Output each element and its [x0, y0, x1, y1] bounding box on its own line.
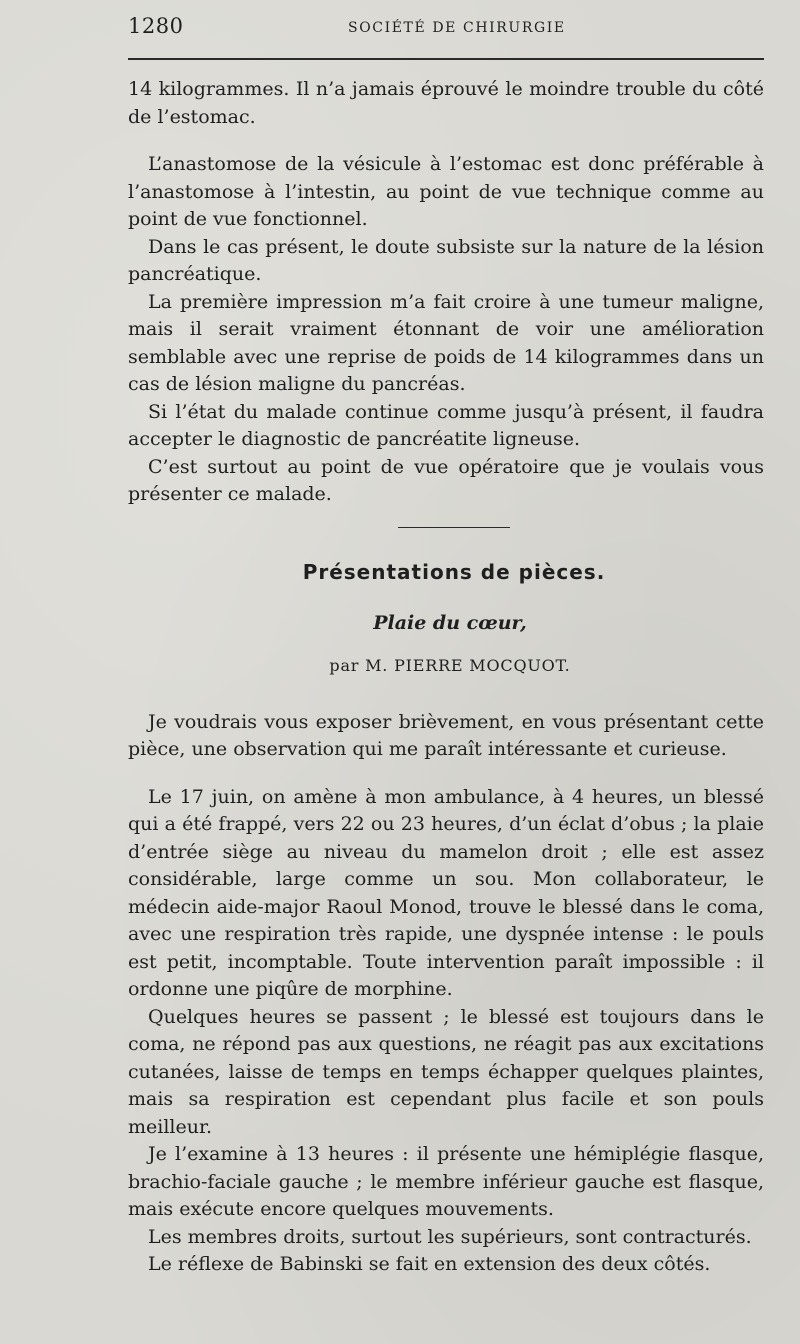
paragraph: L’anastomose de la vésicule à l’estomac est donc préférable à l’anastomose à l’intestin, au point de vue technique comme au point de vue fonctionnel. — [128, 153, 764, 230]
paragraph: Si l’état du malade continue comme jusqu’à présent, il faudra accepter le diagnostic de pancréatite ligneuse. — [128, 400, 764, 450]
paragraph: Le réflexe de Babinski se fait en extension des deux côtés. — [148, 1253, 711, 1275]
article-title: Plaie du cœur, — [373, 611, 527, 634]
paragraph: C’est surtout au point de vue opératoire que je voulais vous présenter ce malade. — [128, 455, 764, 505]
paragraph: Je voudrais vous exposer brièvement, en vous présentant cette pièce, une observation qui me paraît intéressante et curieuse. — [128, 710, 764, 760]
journal-title: SOCIÉTÉ DE CHIRURGIE — [348, 20, 566, 36]
section-title: Présentations de pièces. — [302, 559, 606, 584]
paragraph: Le 17 juin, on amène à mon ambulance, à 4 heures, un blessé qui a été frappé, vers 22 ou 23 heures, d’un éclat d’obus ; la plaie d’entrée siège au niveau du mamelon droit ; elle est assez considérable, large comme un sou. Mon collaborateur, le médecin aide-major Raoul Monod, trouve le blessé dans le coma, avec une respiration très rapide, une dyspnée intense : le pouls est petit, incomptable. Toute intervention paraît impossible : il ordonne une piqûre de morphine. — [128, 785, 764, 1000]
paragraph: La première impression m’a fait croire à une tumeur maligne, mais il serait vraiment étonnant de voir une amélioration semblable avec une reprise de poids de 14 kilogrammes dans un cas de lésion maligne du pancréas. — [128, 290, 764, 395]
page-number: 1280 — [128, 14, 184, 38]
paragraph: Quelques heures se passent ; le blessé est toujours dans le coma, ne répond pas aux questions, ne réagit pas aux excitations cutanées, laisse de temps en temps échapper quelques plaintes, mais sa respiration est cependant plus facile et son pouls meilleur. — [128, 1005, 764, 1138]
paragraph: Dans le cas présent, le doute subsiste sur la nature de la lésion pancréatique. — [128, 235, 764, 285]
paragraph: Les membres droits, surtout les supérieurs, sont contracturés. — [148, 1225, 752, 1248]
section-divider — [398, 527, 510, 528]
byline: par M. PIERRE MOCQUOT. — [329, 655, 571, 675]
running-head — [128, 14, 762, 44]
paragraph-continuation: 14 kilogrammes. Il n’a jamais éprouvé le moindre trouble du côté de l’estomac. — [128, 78, 764, 128]
header-rule — [128, 58, 764, 60]
body-text — [128, 76, 764, 1279]
paragraph: Je l’examine à 13 heures : il présente une hémiplégie flasque, brachio-faciale gauche ; le membre inférieur gauche est flasque, mais exécute encore quelques mouvements. — [128, 1143, 764, 1220]
